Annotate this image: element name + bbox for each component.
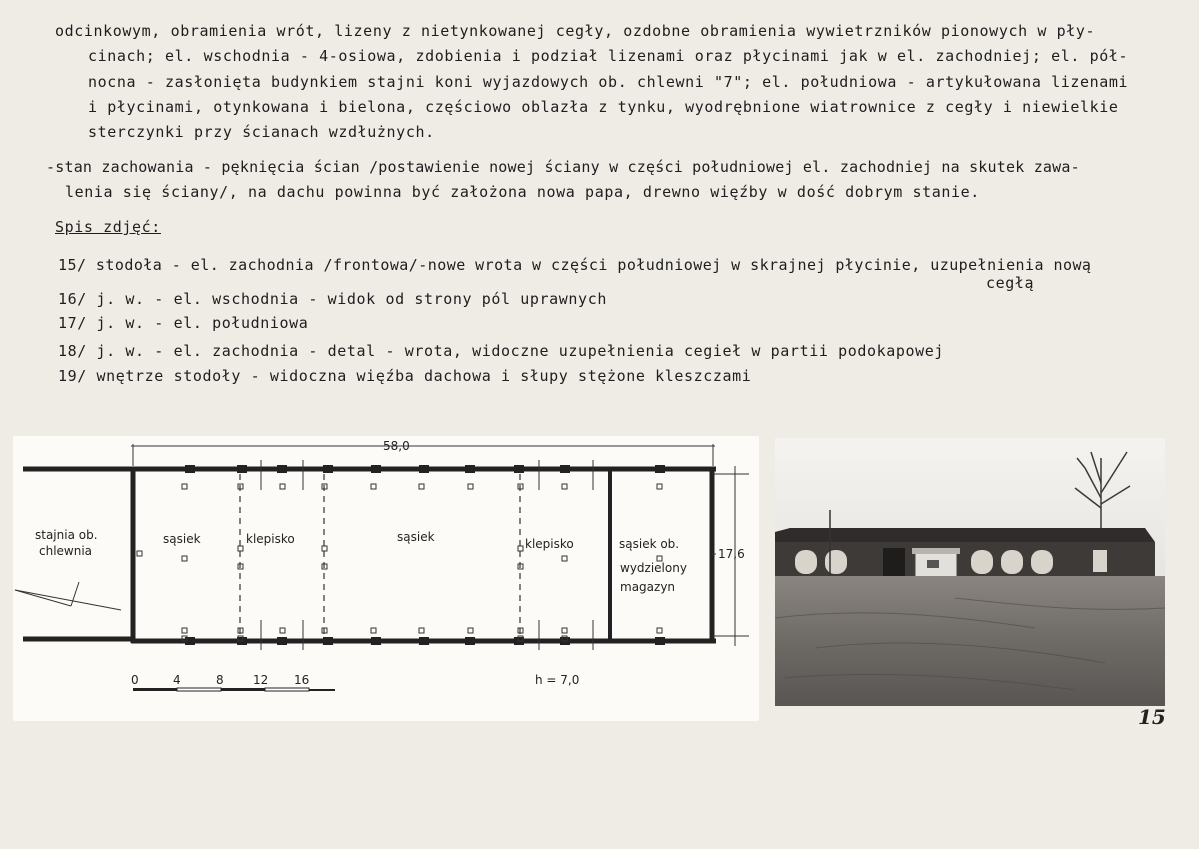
post-markers (137, 484, 662, 641)
text-line-7: lenia się ściany/, na dachu powinna być założona nowa papa, drewno więźby w dość dobrym stanie. (65, 183, 980, 201)
wall-piers (185, 465, 665, 645)
svg-text:4: 4 (173, 673, 181, 687)
room-label-stable-1: stajnia ob. (35, 528, 98, 542)
room-label-sasiek-3-1: sąsiek ob. (619, 537, 680, 551)
text-line-3: nocna - zasłonięta budynkiem stajni koni wyjazdowych ob. chlewni "7"; el. południowa - artykułowana lizenami (88, 73, 1129, 91)
text-line-2: cinach; el. wschodnia - 4-osiowa, zdobienia i podział lizenami oraz płycinami jak w el. zachodniej; el. pół- (88, 47, 1129, 65)
room-label-stable-2: chlewnia (39, 544, 93, 558)
svg-text:16: 16 (294, 673, 310, 687)
photo-list-item-15: 15/ stodoła - el. zachodnia /frontowa/-nowe wrota w części południowej w skrajnej płycinie, uzupełnienia nową (58, 256, 1092, 274)
page-number: 15 (1138, 705, 1166, 729)
text-line-4: i płycinami, otynkowana i bielona, częściowo oblazła z tynku, wyodrębnione wiatrownice z cegły i niewielkie (88, 98, 1119, 116)
text-line-6: -stan zachowania - pęknięcia ścian /postawienie nowej ściany w części południowej el. zachodniej na skutek zawa- (46, 158, 1080, 176)
photo-list-item-15-cont: cegłą (986, 274, 1035, 292)
height-note: h = 7,0 (535, 673, 580, 687)
room-label-sasiek-1: sąsiek (163, 532, 201, 546)
photo-list-item-17: 17/ j. w. - el. południowa (58, 314, 309, 332)
text-line-5: sterczynki przy ścianach wzdłużnych. (88, 123, 435, 141)
svg-text:8: 8 (216, 673, 224, 687)
orientation-arrow (15, 582, 121, 610)
photo-list-heading: Spis zdjęć: (55, 218, 161, 236)
photo-list-item-18: 18/ j. w. - el. zachodnia - detal - wrota, widoczne uzupełnienia cegieł w partii podokapowej (58, 342, 945, 360)
photo-list-item-16: 16/ j. w. - el. wschodnia - widok od strony pól uprawnych (58, 290, 607, 308)
dimension-length: 58,0 (383, 439, 410, 453)
room-label-klepisko-2: klepisko (525, 537, 574, 551)
floor-plan-card (13, 436, 759, 721)
room-label-sasiek-3-2: wydzielony (620, 561, 687, 575)
floor-plan-drawing (13, 436, 759, 721)
text-line-1: odcinkowym, obramienia wrót, lizeny z nietynkowanej cegły, ozdobne obramienia wywietrzników pionowych w pły- (55, 22, 1096, 40)
room-label-sasiek-3-3: magazyn (620, 580, 676, 594)
svg-text:0: 0 (131, 673, 139, 687)
barn-photo (775, 438, 1165, 706)
svg-text:12: 12 (253, 673, 269, 687)
photo-list-item-19: 19/ wnętrze stodoły - widoczna więźba dachowa i słupy stężone kleszczami (58, 367, 752, 385)
dimension-width: 17,6 (718, 547, 745, 561)
barn-photo-image (775, 438, 1165, 706)
room-label-sasiek-2: sąsiek (397, 530, 435, 544)
room-label-klepisko-1: klepisko (246, 532, 295, 546)
scale-bar (131, 673, 335, 691)
